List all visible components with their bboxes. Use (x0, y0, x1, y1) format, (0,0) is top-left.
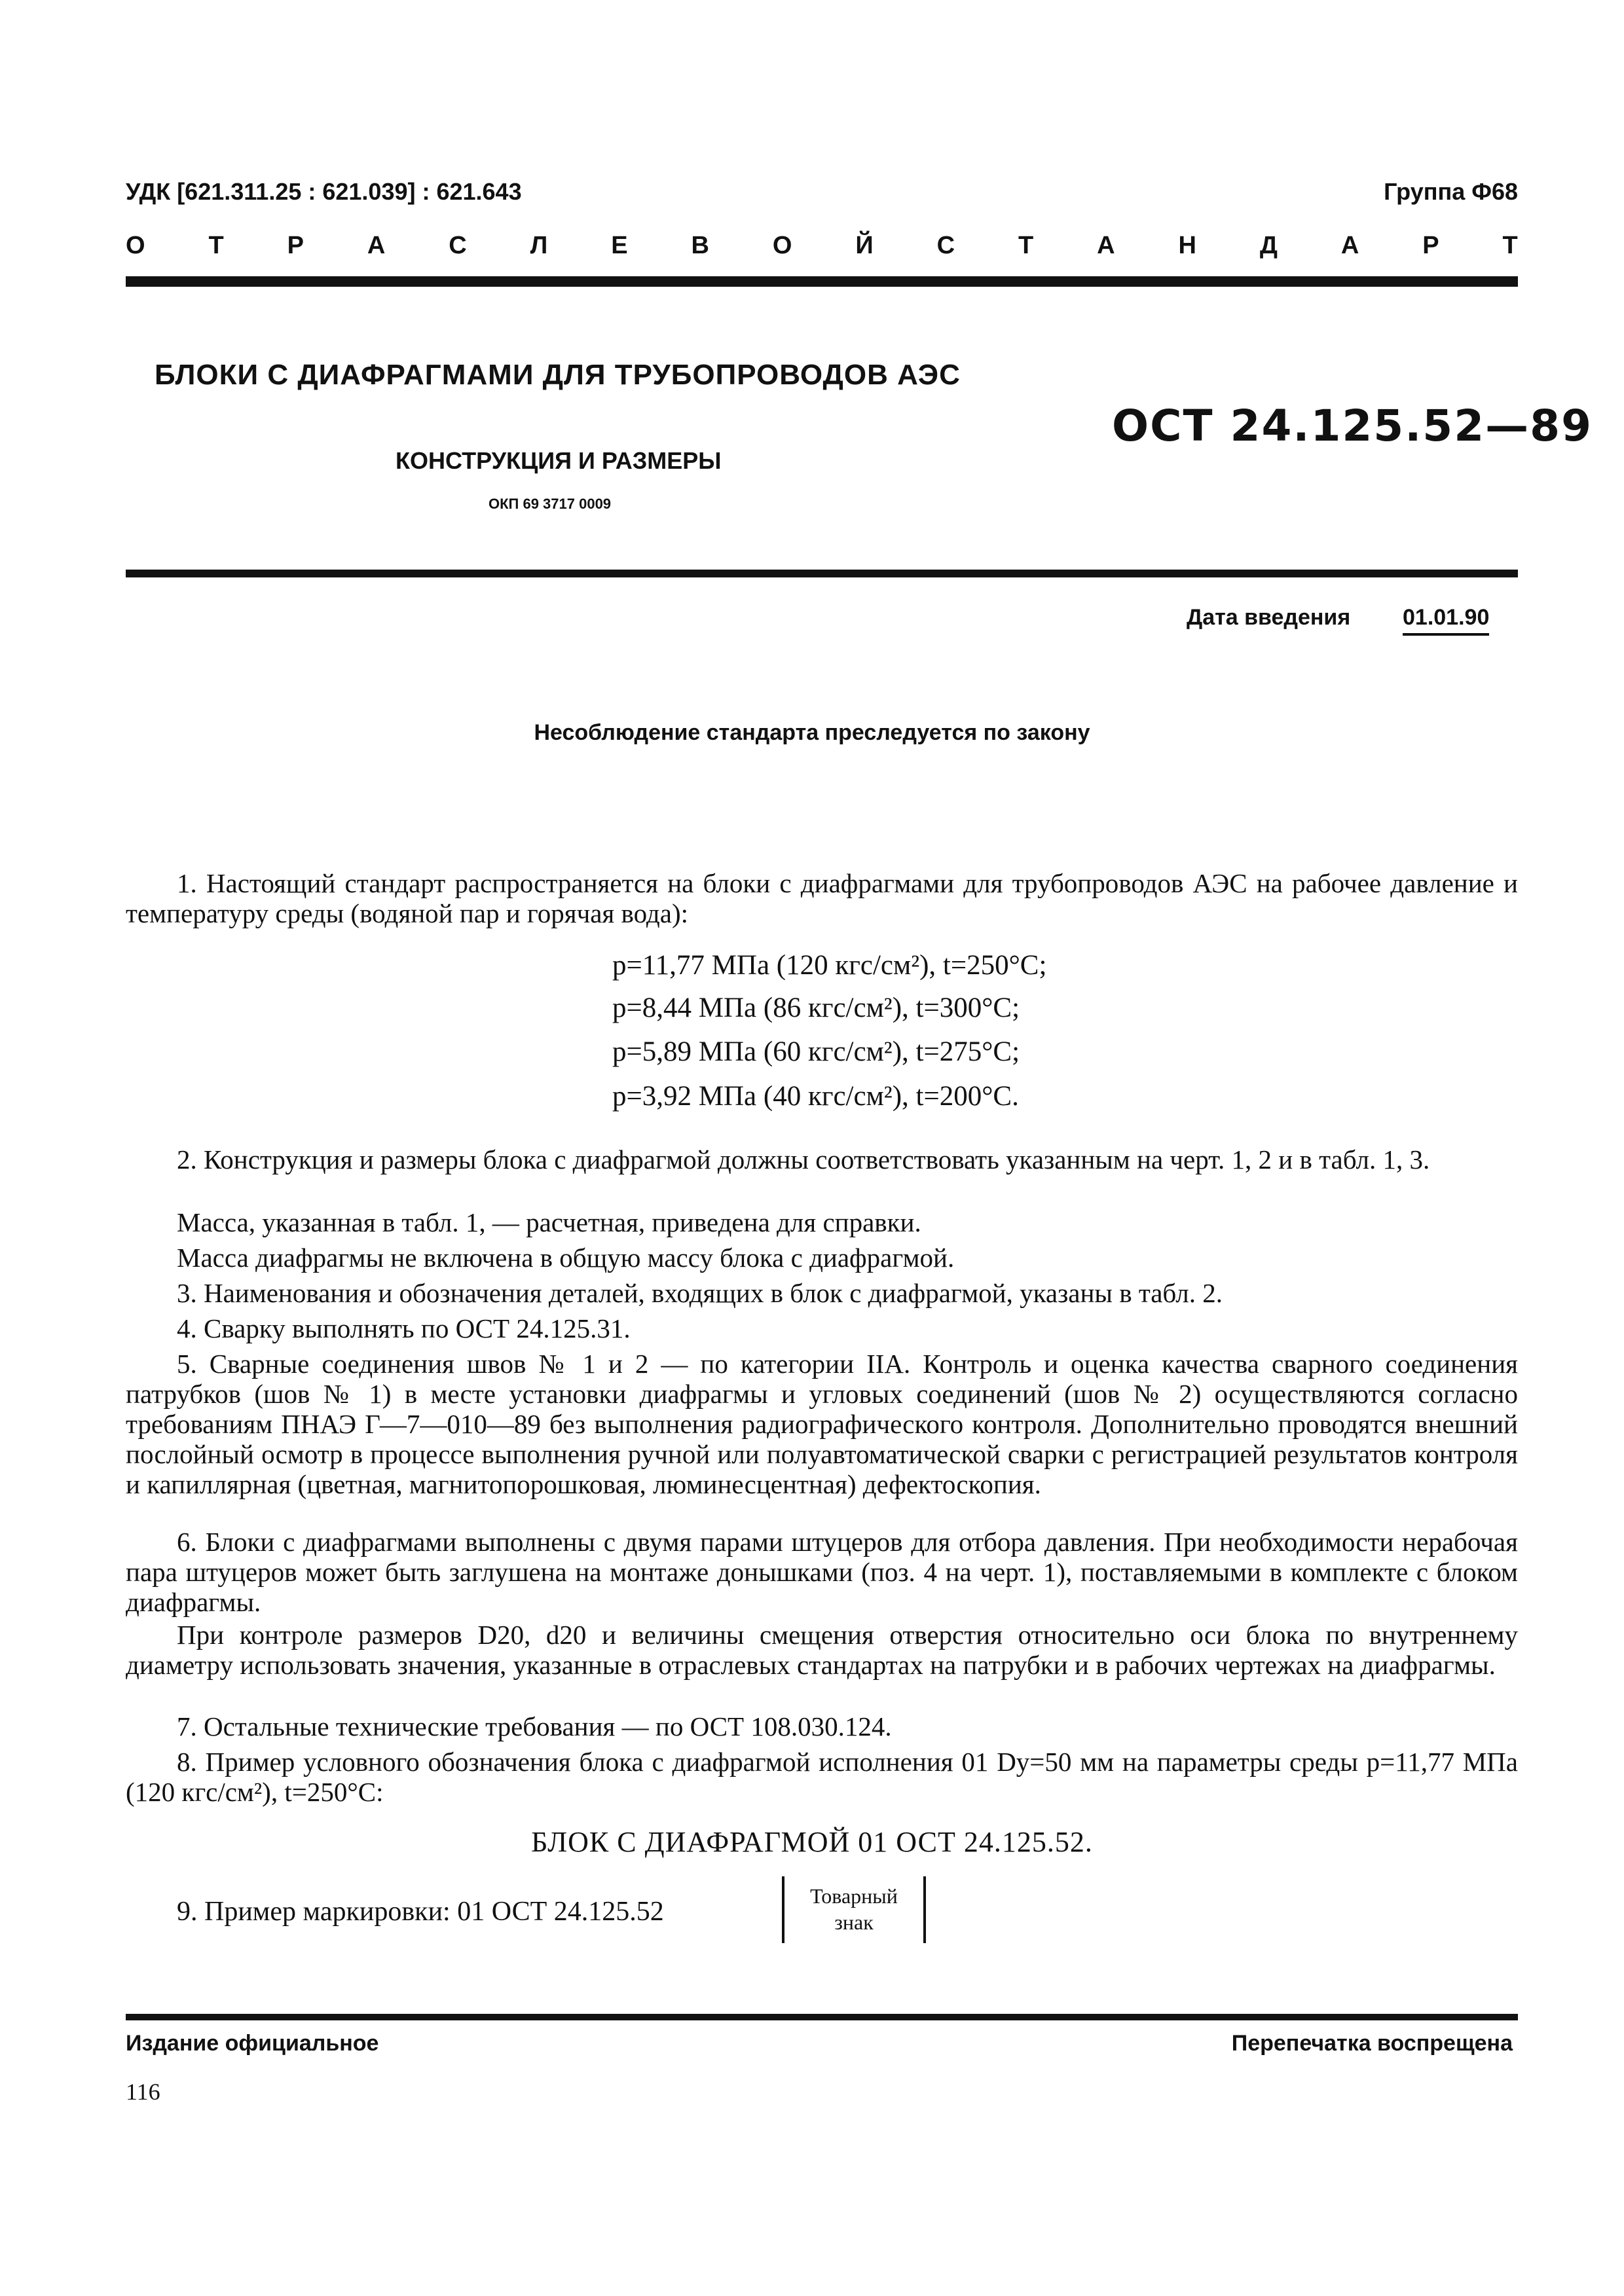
trademark-box (782, 1876, 926, 1943)
formula-line (0, 1036, 1624, 1068)
heading-letter: Н (1178, 232, 1196, 259)
footer-rule (126, 2014, 1518, 2020)
standard-type-heading (126, 232, 1518, 260)
formula-text: p=11,77 МПа (120 кгс/см²), t=250°C; (612, 950, 1047, 981)
standard-number: ОСТ 24.125.52—89 (1112, 401, 1593, 451)
paragraph-2b: Масса диафрагмы не включена в общую массу блока с диафрагмой. (177, 1243, 955, 1273)
marking-example: 9. Пример маркировки: 01 ОСТ 24.125.52 (177, 1897, 664, 1927)
okp-code: ОКП 69 3717 0009 (489, 496, 612, 512)
designation-example: БЛОК С ДИАФРАГМОЙ 01 ОСТ 24.125.52. (531, 1826, 1093, 1858)
formula-line (0, 949, 1624, 981)
formula-line (0, 992, 1624, 1024)
top-rule (126, 276, 1518, 287)
heading-letter: А (1097, 232, 1115, 259)
heading-letter: Е (611, 232, 628, 259)
heading-letter: О (772, 232, 792, 259)
heading-letter: С (936, 232, 955, 259)
heading-letter: С (449, 232, 467, 259)
heading-letter: Т (208, 232, 224, 259)
paragraph-2a: Масса, указанная в табл. 1, — расчетная, приведена для справки. (177, 1207, 921, 1237)
paragraph-5: 5. Сварные соединения швов № 1 и 2 — по категории IIА. Контроль и оценка качества сварного соединения патрубков (шов № 1) в месте установки диафрагмы и угловых соединений (шов № 2) осуществляются согласно требованиям ПНАЭ Г—7—010—89 без выполнения радиографического контроля. Дополнительно проводятся внешний послойный осмотр в процессе выполнения ручной или полуавтоматической сварки с регистрацией результатов контроля и капиллярная (цветная, магнитопорошковая, люминесцентная) дефектоскопия. (126, 1349, 1518, 1499)
heading-letter: Т (1502, 232, 1518, 259)
heading-letter: А (367, 232, 386, 259)
formula-line (0, 1080, 1624, 1112)
formula-text: p=5,89 МПа (60 кгс/см²), t=275°C; (612, 1036, 1020, 1067)
document-subtitle: КОНСТРУКЦИЯ И РАЗМЕРЫ (396, 447, 722, 474)
heading-letter: Л (530, 232, 548, 259)
paragraph-7: 7. Остальные технические требования — по ОСТ 108.030.124. (177, 1711, 892, 1741)
heading-letter: Р (1422, 232, 1439, 259)
heading-letter: Т (1018, 232, 1034, 259)
heading-letter: О (126, 232, 145, 259)
trademark-label: знак (834, 1910, 874, 1934)
udk-code: УДК [621.311.25 : 621.039] : 621.643 (126, 178, 522, 205)
heading-letter: Й (855, 232, 874, 259)
paragraph-8: 8. Пример условного обозначения блока с диафрагмой исполнения 01 Dу=50 мм на параметры среды p=11,77 МПа (120 кгс/см²), t=250°C: (126, 1747, 1518, 1807)
page-number: 116 (126, 2079, 160, 2105)
paragraph-1: 1. Настоящий стандарт распространяется на блоки с диафрагмами для трубопроводов АЭС на рабочее давление и температуру среды (водяной пар и горячая вода): (126, 868, 1518, 928)
paragraph-3: 3. Наименования и обозначения деталей, входящих в блок с диафрагмой, указаны в табл. 2. (177, 1278, 1223, 1308)
heading-letter: А (1340, 232, 1359, 259)
heading-letter: Р (287, 232, 304, 259)
heading-letter: Д (1259, 232, 1278, 259)
title-rule (126, 570, 1518, 577)
heading-letter: В (691, 232, 709, 259)
paragraph-6a: При контроле размеров D20, d20 и величины смещения отверстия относительно оси блока по внутреннему диаметру использовать значения, указанные в отраслевых стандартах на патрубки и в рабочих чертежах на диафрагмы. (126, 1620, 1518, 1680)
paragraph-6: 6. Блоки с диафрагмами выполнены с двумя парами штуцеров для отбора давления. При необходимости нерабочая пара штуцеров может быть заглушена на монтаже донышками (поз. 4 на черт. 1), поставляемыми в комплекте с блоком диафрагмы. (126, 1527, 1518, 1617)
date-label: Дата введения (1187, 605, 1351, 630)
date-value: 01.01.90 (1403, 605, 1489, 636)
legal-notice: Несоблюдение стандарта преследуется по закону (534, 720, 1090, 745)
paragraph-4: 4. Сварку выполнять по ОСТ 24.125.31. (177, 1313, 631, 1343)
paragraph-2: 2. Конструкция и размеры блока с диафрагмой должны соответствовать указанным на черт. 1, 2 и в табл. 1, 3. (177, 1144, 1430, 1175)
trademark-label: Товарный (810, 1884, 898, 1908)
group-code: Группа Ф68 (1384, 178, 1518, 205)
formula-text: p=8,44 МПа (86 кгс/см²), t=300°C; (612, 993, 1020, 1023)
reprint-notice: Перепечатка воспрещена (1231, 2031, 1513, 2056)
formula-text: p=3,92 МПа (40 кгс/см²), t=200°C. (612, 1081, 1019, 1112)
edition-note: Издание официальное (126, 2031, 379, 2056)
document-title: БЛОКИ С ДИАФРАГМАМИ ДЛЯ ТРУБОПРОВОДОВ АЭС (155, 359, 961, 391)
